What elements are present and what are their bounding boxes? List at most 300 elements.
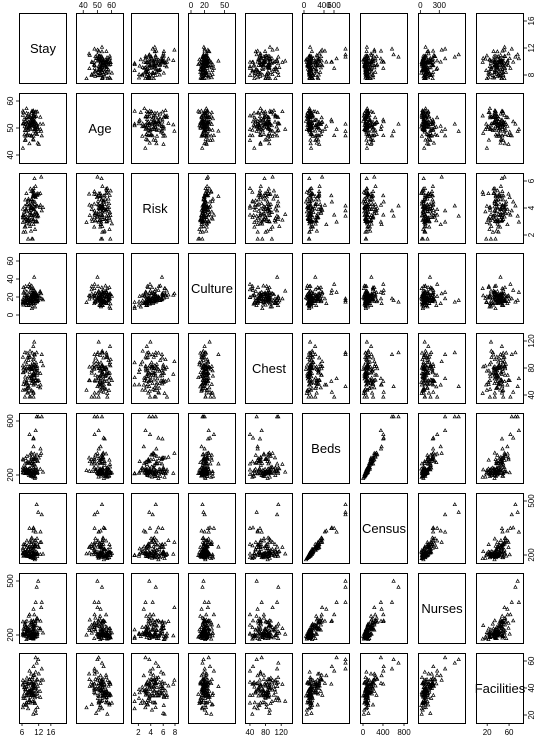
data-point [149, 289, 152, 292]
data-point [139, 305, 142, 308]
data-point [281, 297, 284, 300]
data-point [309, 142, 312, 145]
panel-frame [419, 254, 466, 324]
data-point [510, 209, 513, 212]
data-point [90, 288, 93, 291]
data-point [141, 122, 144, 125]
data-point [105, 452, 108, 455]
data-point [155, 142, 158, 145]
data-point [517, 291, 520, 294]
data-point [270, 237, 273, 240]
data-point [372, 395, 375, 398]
panel-age-vs-census [361, 94, 408, 164]
data-point [172, 472, 175, 475]
data-point [133, 109, 136, 112]
data-point [217, 129, 220, 132]
data-point [481, 190, 484, 193]
data-point [485, 146, 488, 149]
data-point [40, 452, 43, 455]
data-point [426, 386, 429, 389]
data-point [208, 340, 211, 343]
data-point [333, 134, 336, 137]
data-point [432, 390, 435, 393]
data-point [173, 292, 176, 295]
data-point [330, 292, 333, 295]
data-point [516, 385, 519, 388]
data-point [97, 285, 100, 288]
data-point [503, 77, 506, 80]
data-point [497, 198, 500, 201]
data-point [315, 365, 318, 368]
data-point [370, 353, 373, 356]
data-point [311, 129, 314, 132]
data-point [95, 379, 98, 382]
data-point [155, 134, 158, 137]
data-point [435, 219, 438, 222]
data-point [504, 71, 507, 74]
data-point [39, 467, 42, 470]
data-point [41, 364, 44, 367]
data-point [205, 229, 208, 232]
data-point [397, 351, 400, 354]
panel-risk-vs-beds [303, 174, 350, 244]
data-point [314, 345, 317, 348]
data-point [149, 340, 152, 343]
data-point [344, 204, 347, 207]
data-point [21, 207, 24, 210]
data-point [32, 445, 35, 448]
data-point [96, 455, 99, 458]
data-point [320, 116, 323, 119]
data-point [271, 175, 274, 178]
data-point [500, 345, 503, 348]
data-point [436, 295, 439, 298]
data-point [335, 220, 338, 223]
data-point [314, 198, 317, 201]
panel-chest-vs-chest [246, 334, 293, 404]
data-point [397, 204, 400, 207]
data-point [108, 345, 111, 348]
data-point [457, 53, 460, 56]
data-point [101, 185, 104, 188]
data-point [512, 289, 515, 292]
data-point [444, 377, 447, 380]
data-point [167, 293, 170, 296]
data-point [108, 228, 111, 231]
data-point [482, 294, 485, 297]
data-point [40, 129, 43, 132]
data-point [517, 128, 520, 131]
panel-beds-vs-stay [20, 414, 67, 484]
data-point [271, 225, 274, 228]
data-point [488, 395, 491, 398]
data-point [330, 390, 333, 393]
data-point [432, 203, 435, 206]
data-point [507, 192, 510, 195]
data-point [138, 460, 141, 463]
data-point [155, 447, 158, 450]
data-point [321, 48, 324, 51]
data-point [494, 307, 497, 310]
data-point [148, 433, 151, 436]
data-point [434, 133, 437, 136]
data-point [141, 360, 144, 363]
data-point [202, 45, 205, 48]
data-point [344, 134, 347, 137]
data-point [91, 365, 94, 368]
data-point [212, 395, 215, 398]
data-point [248, 139, 251, 142]
data-point [200, 445, 203, 448]
data-point [100, 177, 103, 180]
data-point [251, 190, 254, 193]
data-point [371, 356, 374, 359]
data-point [453, 351, 456, 354]
data-point [88, 214, 91, 217]
data-point [499, 275, 502, 278]
data-point [39, 383, 42, 386]
data-point [204, 395, 207, 398]
data-point [260, 111, 263, 114]
data-point [154, 415, 157, 418]
data-point [109, 237, 112, 240]
data-point [217, 59, 220, 62]
data-point [259, 107, 262, 110]
data-point [268, 138, 271, 141]
panel-age-vs-facilities [477, 94, 524, 164]
data-point [425, 142, 428, 145]
data-point [102, 356, 105, 359]
data-point [106, 392, 109, 395]
data-point [93, 391, 96, 394]
data-point [379, 57, 382, 60]
panel-risk-vs-risk [132, 174, 179, 244]
data-point [482, 57, 485, 60]
data-point [335, 57, 338, 60]
data-point [93, 395, 96, 398]
data-point [382, 390, 385, 393]
data-point [23, 351, 26, 354]
data-point [172, 59, 175, 62]
data-point [487, 138, 490, 141]
data-point [502, 395, 505, 398]
data-point [325, 223, 328, 226]
data-point [390, 134, 393, 137]
data-point [321, 360, 324, 363]
data-point [325, 60, 328, 63]
data-point [21, 146, 24, 149]
data-point [110, 71, 113, 74]
panel-chest-vs-stay [20, 334, 67, 404]
data-point [109, 358, 112, 361]
data-point [25, 192, 28, 195]
data-point [157, 477, 160, 480]
data-point [205, 225, 208, 228]
data-point [145, 345, 148, 348]
data-point [365, 237, 368, 240]
data-point [204, 138, 207, 141]
panel-stay-vs-culture [189, 14, 236, 84]
data-point [141, 299, 144, 302]
data-point [94, 373, 97, 376]
data-point [277, 200, 280, 203]
data-point [211, 374, 214, 377]
data-point [490, 349, 493, 352]
data-point [201, 237, 204, 240]
data-point [392, 214, 395, 217]
data-point [21, 355, 24, 358]
data-point [382, 134, 385, 137]
data-point [499, 353, 502, 356]
data-point [141, 388, 144, 391]
data-point [162, 143, 165, 146]
data-point [40, 353, 43, 356]
data-point [150, 286, 153, 289]
data-point [97, 395, 100, 398]
data-point [365, 50, 368, 53]
data-point [444, 220, 447, 223]
data-point [307, 395, 310, 398]
panel-age-vs-beds [303, 94, 350, 164]
data-point [33, 340, 36, 343]
data-point [506, 383, 509, 386]
data-point [23, 395, 26, 398]
data-point [96, 466, 99, 469]
data-point [489, 237, 492, 240]
data-point [330, 194, 333, 197]
data-point [309, 340, 312, 343]
data-point [284, 213, 287, 216]
data-point [503, 142, 506, 145]
data-point [424, 349, 427, 352]
data-point [211, 217, 214, 220]
data-point [323, 128, 326, 131]
data-point [493, 395, 496, 398]
panel-beds-vs-age [77, 414, 124, 484]
data-point [156, 111, 159, 114]
panel-culture-vs-beds [303, 254, 350, 324]
data-point [330, 200, 333, 203]
data-point [382, 67, 385, 70]
data-point [373, 175, 376, 178]
data-point [314, 275, 317, 278]
data-point [172, 123, 175, 126]
data-point [97, 340, 100, 343]
data-point [133, 361, 136, 364]
data-point [212, 213, 215, 216]
data-point [510, 47, 513, 50]
data-point [423, 395, 426, 398]
data-point [504, 133, 507, 136]
data-point [382, 194, 385, 197]
data-point [273, 194, 276, 197]
data-point [503, 175, 506, 178]
data-point [88, 192, 91, 195]
panel-culture-vs-nurses [419, 254, 466, 324]
data-point [157, 436, 160, 439]
panel-culture-vs-culture [189, 254, 236, 324]
data-point [494, 237, 497, 240]
data-point [310, 50, 313, 53]
data-point [436, 116, 439, 119]
data-point [165, 395, 168, 398]
data-point [485, 221, 488, 224]
data-point [435, 385, 438, 388]
data-point [94, 356, 97, 359]
data-point [284, 289, 287, 292]
data-point [40, 175, 43, 178]
data-point [138, 383, 141, 386]
data-point [314, 395, 317, 398]
data-point [315, 304, 318, 307]
data-point [453, 55, 456, 58]
data-point [374, 116, 377, 119]
data-point [157, 116, 160, 119]
data-point [507, 212, 510, 215]
data-point [379, 203, 382, 206]
data-point [277, 74, 280, 77]
data-point [440, 129, 443, 132]
data-point [251, 134, 254, 137]
data-point [457, 130, 460, 133]
data-point [276, 47, 279, 50]
panel-chest-vs-census [361, 334, 408, 404]
data-point [97, 199, 100, 202]
panel-beds-vs-culture [189, 414, 236, 484]
data-point [482, 132, 485, 135]
data-point [253, 225, 256, 228]
data-point [163, 475, 166, 478]
data-point [248, 114, 251, 117]
panel-age-vs-age [77, 94, 124, 164]
data-point [256, 223, 259, 226]
data-point [365, 395, 368, 398]
data-point [431, 198, 434, 201]
panel-frame [189, 94, 236, 164]
panel-frame [20, 254, 67, 324]
data-point [514, 204, 517, 207]
data-point [423, 187, 426, 190]
data-point [35, 351, 38, 354]
data-point [137, 76, 140, 79]
data-point [107, 389, 110, 392]
data-point [493, 391, 496, 394]
data-point [278, 225, 281, 228]
data-point [28, 142, 31, 145]
data-point [436, 208, 439, 211]
data-point [264, 50, 267, 53]
data-point [335, 291, 338, 294]
data-point [142, 445, 145, 448]
data-point [310, 386, 313, 389]
panel-risk-vs-nurses [419, 174, 466, 244]
panel-stay-vs-census [361, 14, 408, 84]
data-point [392, 53, 395, 56]
data-point [138, 73, 141, 76]
data-point [167, 57, 170, 60]
data-point [248, 187, 251, 190]
data-point [208, 390, 211, 393]
data-point [488, 363, 491, 366]
data-point [273, 120, 276, 123]
data-point [439, 302, 442, 305]
data-point [427, 391, 430, 394]
data-point [420, 287, 423, 290]
data-point [373, 365, 376, 368]
data-point [392, 130, 395, 133]
data-point [210, 210, 213, 213]
panel-age-vs-culture [189, 94, 236, 164]
data-point [365, 177, 368, 180]
data-point [439, 383, 442, 386]
data-point [420, 134, 423, 137]
data-point [344, 209, 347, 212]
data-point [141, 349, 144, 352]
data-point [97, 429, 100, 432]
data-point [161, 356, 164, 359]
data-point [165, 366, 168, 369]
panel-chest-vs-nurses [419, 334, 466, 404]
data-point [435, 304, 438, 307]
data-point [90, 395, 93, 398]
data-point [167, 122, 170, 125]
data-point [40, 134, 43, 137]
data-point [508, 57, 511, 60]
data-point [97, 391, 100, 394]
data-point [110, 379, 113, 382]
data-point [428, 275, 431, 278]
data-point [428, 225, 431, 228]
data-point [512, 200, 515, 203]
data-point [481, 287, 484, 290]
data-point [24, 198, 27, 201]
data-point [256, 237, 259, 240]
data-point [491, 230, 494, 233]
data-point [85, 469, 88, 472]
data-point [430, 190, 433, 193]
data-point [366, 142, 369, 145]
data-point [444, 134, 447, 137]
data-point [379, 220, 382, 223]
data-point [307, 237, 310, 240]
data-point [512, 390, 515, 393]
data-point [423, 340, 426, 343]
data-point [93, 433, 96, 436]
data-point [453, 204, 456, 207]
data-point [152, 138, 155, 141]
data-point [151, 382, 154, 385]
data-point [431, 185, 434, 188]
data-point [27, 237, 30, 240]
data-point [319, 286, 322, 289]
data-point [248, 74, 251, 77]
panel-frame [303, 254, 350, 324]
data-point [106, 395, 109, 398]
data-point [100, 286, 103, 289]
data-point [278, 66, 281, 69]
data-point [152, 77, 155, 80]
data-point [382, 213, 385, 216]
data-point [372, 190, 375, 193]
data-point [432, 49, 435, 52]
data-point [512, 120, 515, 123]
data-point [173, 360, 176, 363]
data-point [274, 207, 277, 210]
panel-chest-vs-beds [303, 334, 350, 404]
data-point [481, 114, 484, 117]
data-point [30, 382, 33, 385]
data-point [380, 302, 383, 305]
